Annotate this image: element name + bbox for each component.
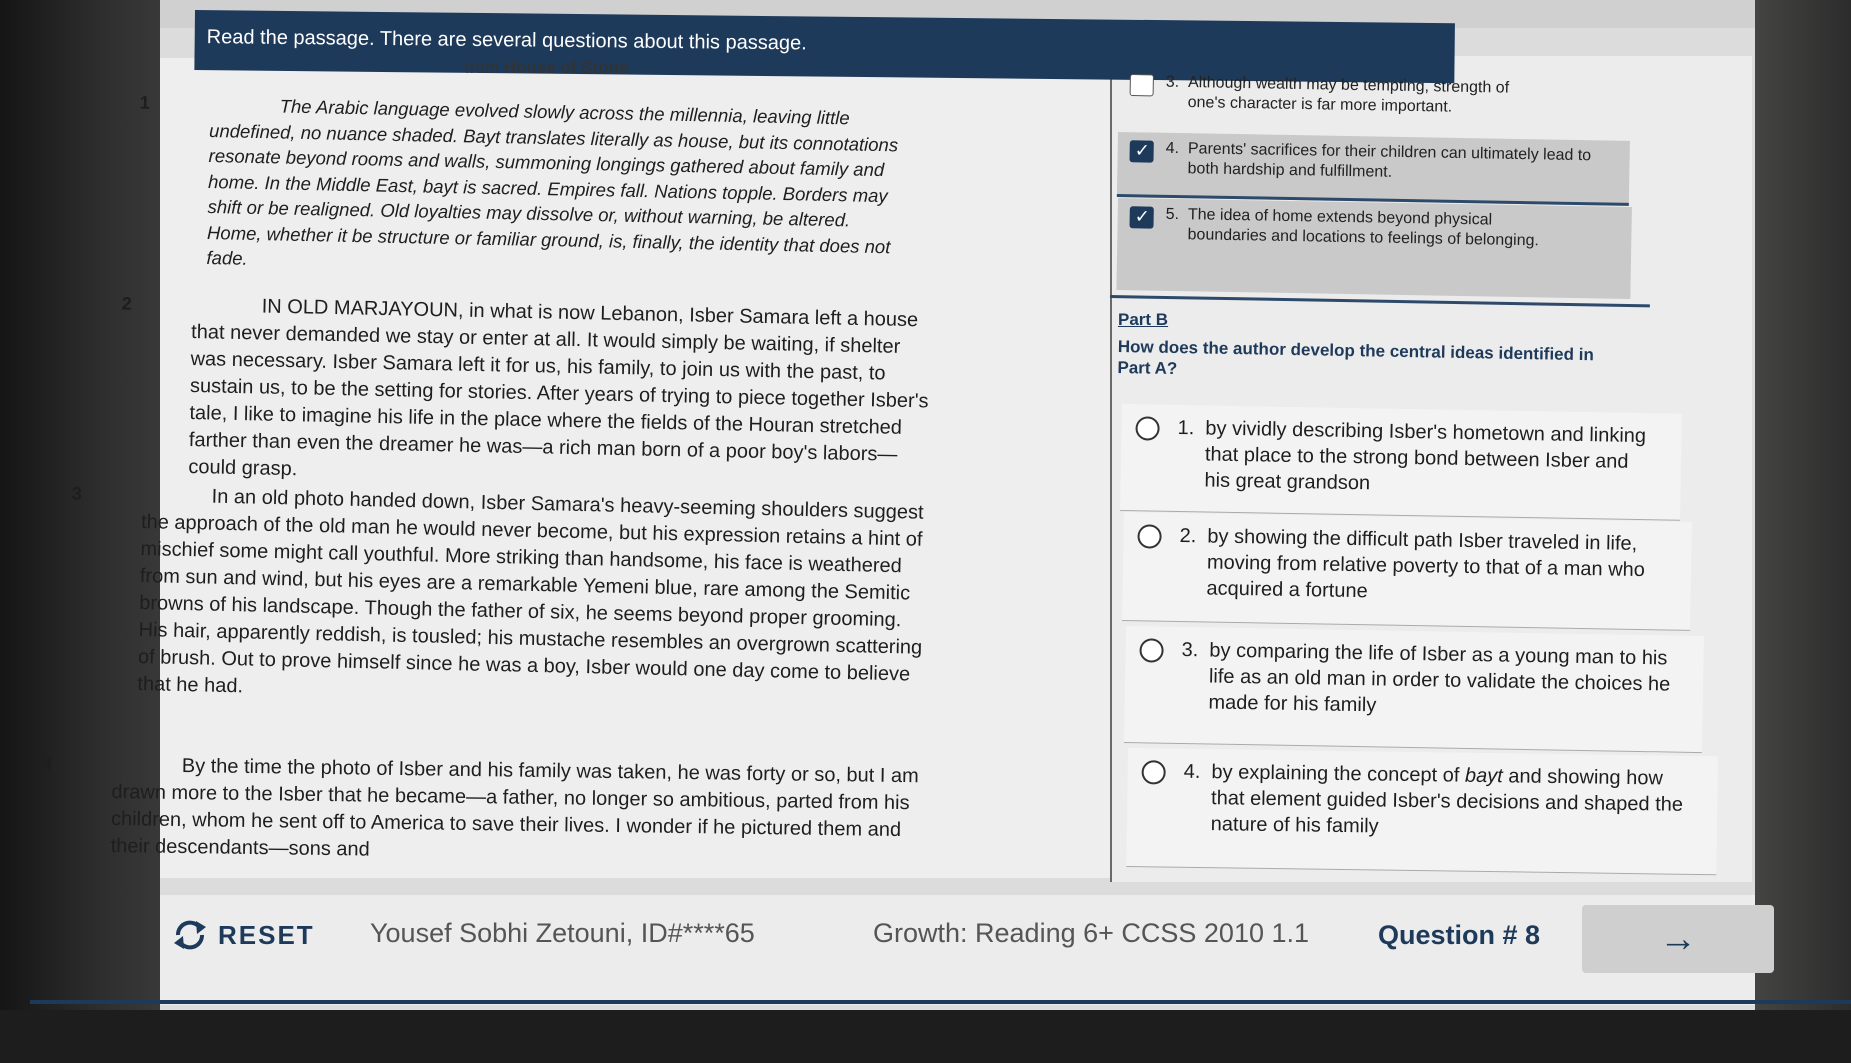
part-b-option-4[interactable]: 4. by explaining the concept of bayt and showing how that element guided Isber's decisions and shaped the nature of his family [1126, 748, 1718, 875]
question-number: Question # 8 [1378, 920, 1541, 950]
test-name: Growth: Reading 6+ CCSS 2010 1.1 [873, 918, 1310, 948]
radio-icon[interactable] [1139, 638, 1163, 662]
option-text: by explaining the concept of bayt and showing how that element guided Isber's decisions and shaped the nature of his family [1210, 761, 1684, 838]
part-a-option-5[interactable]: ✓ 5. The idea of home extends beyond physical boundaries and locations to feelings of belonging. [1116, 198, 1632, 299]
option-text: Parents' sacrifices for their children can ultimately lead to both hardship and fulfillment. [1187, 140, 1592, 181]
paragraph-number: 3 [71, 483, 82, 504]
option-text: by vividly describing Isber's hometown and linking that place to the strong bond between Isber and his great grandson [1204, 417, 1647, 495]
radio-icon[interactable] [1135, 416, 1159, 440]
part-b-option-3[interactable]: 3. by comparing the life of Isber as a young man to his life as an old man in order to validate the choices he made for his family [1124, 626, 1704, 753]
part-b-option-2[interactable]: 2. by showing the difficult path Isber traveled in life, moving from relative poverty to that of a man who acquired a fortune [1122, 512, 1692, 631]
paragraph-text: IN OLD MARJAYOUN, in what is now Lebanon, Isber Samara left a house that never demanded we stay or enter at all. It would simply be waiting, if shelter was necessary. Isber Samara left it for us, his family, to join us with the past, to sustain us, to be the setting for stories. After years of trying to piece together Isber's tale, I like to imagine his life in the place where the fields of the Houran stretched farther than even the dreamer he was—a rich man born of a poor boy's labors—could grasp. [188, 295, 929, 481]
passage-title: from House of Stone [465, 58, 629, 77]
part-a-option-4[interactable]: ✓ 4. Parents' sacrifices for their children can ultimately lead to both hardship and fulfillment. [1117, 132, 1630, 206]
reset-button[interactable] [170, 915, 315, 955]
paragraph-text: By the time the photo of Isber and his family was taken, he was forty or so, but I am drawn more to the Isber that he became—a father, no longer so ambitious, parted from his children, whom he sent off to America to save their lives. I wonder if he pictured them and their descendants—sons and [110, 754, 919, 861]
reset-label: RESET [218, 919, 315, 950]
part-a-option-3[interactable]: 3. Although wealth may be tempting, strength of one's character is far more important. [1129, 72, 1570, 130]
photo-surround-bottom [0, 1010, 1851, 1063]
student-info: Yousef Sobhi Zetouni, ID#****65 [370, 918, 755, 948]
paragraph-1 [139, 92, 910, 285]
reset-icon [170, 915, 210, 955]
checkbox-checked-icon[interactable] [1129, 206, 1153, 228]
radio-icon[interactable] [1137, 524, 1161, 548]
next-button[interactable] [1582, 905, 1774, 973]
passage-title-name: House of Stone [503, 58, 629, 77]
option-text: by showing the difficult path Isber traveled in life, moving from relative poverty to that of a man who acquired a fortune [1206, 525, 1646, 603]
paragraph-text: In an old photo handed down, Isber Samara's heavy-seeming shoulders suggest the approach of the old man he would never become, but his expression retains a hint of mischief some might call youthful. More striking than handsome, his face is weathered from sun and wind, but his eyes are a remarkable Yemeni blue, rare among the Semitic browns of his landscape. Though the father of six, he seems beyond proper grooming. His hair, apparently reddish, is tousled; his mustache resembles an overgrown scattering of brush. Out to prove himself since he was a boy, Isber would one day come to believe that he had. [137, 485, 924, 698]
paragraph-3 [71, 482, 932, 716]
checkbox-icon[interactable] [1130, 74, 1154, 96]
paragraph-text: The Arabic language evolved slowly across the millennia, leaving little undefined, no nuance shaded. Bayt translates literally as house, but its connotations resonate beyond rooms and walls, summoning longings gathered about family and home. In the Middle East, bayt is sacred. Empires fall. Nations topple. Borders may shift or be realigned. Old loyalties may dissolve or, without warning, be altered. Home, whether it be structure or familiar ground, is, finally, the identity that does not fade. [206, 95, 899, 269]
part-b-option-1[interactable]: 1. by vividly describing Isber's hometown and linking that place to the strong bond between Isber and his great grandson [1120, 404, 1682, 521]
footer-accent-line [30, 1000, 1851, 1004]
arrow-right-icon: → [1659, 917, 1697, 960]
paragraph-4 [41, 752, 936, 872]
radio-icon[interactable] [1141, 760, 1165, 784]
option-text: The idea of home extends beyond physical boundaries and locations to feelings of belonging. [1187, 206, 1540, 250]
option-text: Although wealth may be tempting, strength of one's character is far more important. [1187, 74, 1510, 116]
option-text: by comparing the life of Isber as a young man to his life as an old man in order to validate the choices he made for his family [1208, 639, 1671, 717]
instruction-bar: Read the passage. There are several questions about this passage. [194, 10, 1455, 83]
paragraph-number: 1 [139, 92, 150, 113]
paragraph-number: 4 [41, 754, 52, 775]
paragraph-2 [121, 292, 932, 496]
part-b-question: How does the author develop the central ideas identified in Part A? [1117, 336, 1594, 379]
paragraph-number: 2 [121, 293, 132, 314]
part-b-label: Part B [1118, 310, 1169, 329]
checkbox-checked-icon[interactable] [1129, 140, 1153, 162]
